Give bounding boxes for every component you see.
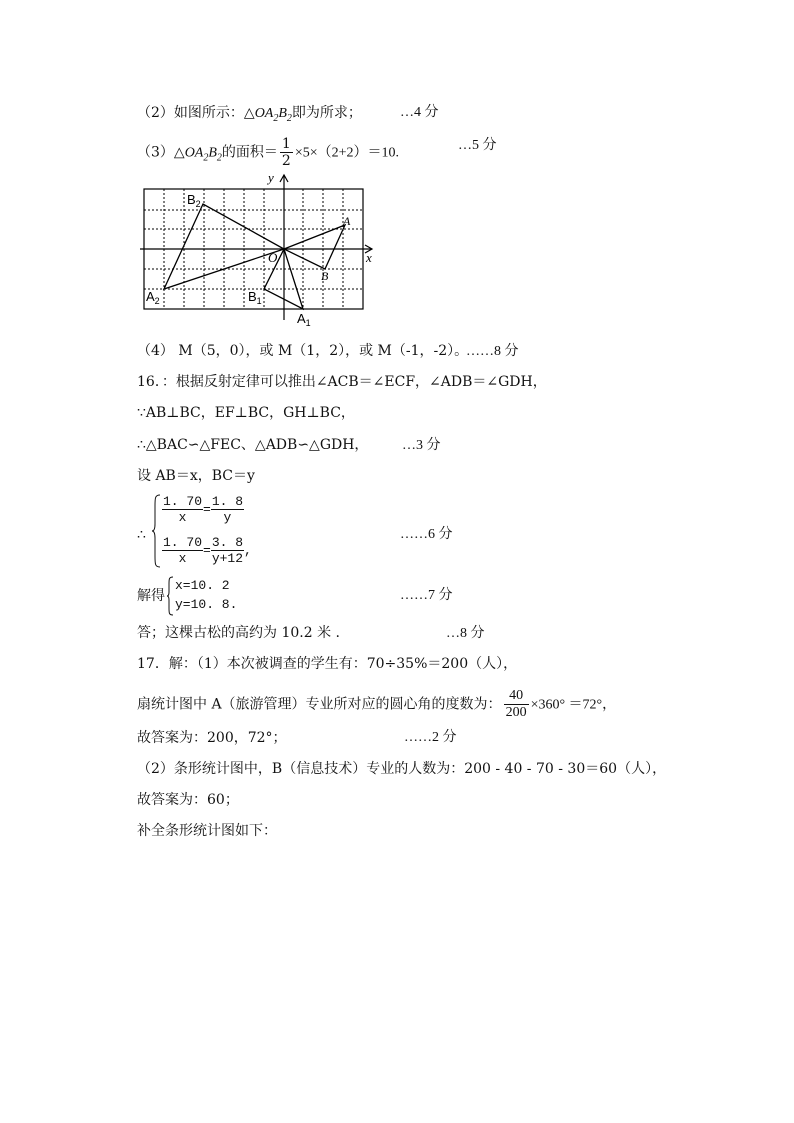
system-brace — [151, 494, 161, 568]
q17-line-3: 故答案为：200，72°； — [137, 730, 287, 746]
x-axis-label: x — [366, 250, 372, 265]
equation-points: ……6 分 — [400, 527, 453, 542]
point-a2-label: $A_2$ — [146, 289, 160, 306]
solution: x=10. 2 y=10. 8. — [175, 578, 238, 612]
q16-answer: 答；这棵古松的高约为 10.2 米 . — [137, 625, 340, 641]
q15-line-4-points: ……8 分 — [466, 344, 519, 359]
q17-line-3-points: ……2 分 — [404, 730, 457, 745]
point-b1-label: $B_1$ — [248, 289, 262, 306]
coordinate-figure — [140, 170, 380, 330]
q16-line-1: 16．：根据反射定律可以推出∠ACB＝∠ECF，∠ADB＝∠GDH， — [137, 374, 547, 390]
q15-line-2: （2）如图所示：$\triangle OA_2B_2$即为所求； — [137, 105, 362, 124]
equation-2: $\frac{1. 70}{x}$ = $\frac{3. 8}{y+12}$ , — [163, 535, 252, 566]
solution-points: ……7 分 — [400, 588, 453, 603]
half-fraction: $\frac{1}{2}$ — [281, 136, 291, 169]
solve-label: 解得 — [137, 588, 165, 604]
q17-line-2: 扇统计图中 A（旅游管理）专业所对应的圆心角的度数为： $\frac{40}{200}$ ×360° ＝72°， — [137, 688, 617, 720]
equation-1: $\frac{1. 70}{x}$ = $\frac{1. 8}{y}$ — [163, 494, 244, 525]
q16-line-3-points: …3 分 — [402, 438, 441, 453]
solution-brace — [166, 576, 174, 616]
q16-line-2: ∵AB⊥BC，EF⊥BC，GH⊥BC， — [137, 405, 355, 421]
triangle-oab — [284, 225, 345, 269]
y-axis-label: y — [268, 170, 274, 185]
q15-line-3: $(3)\triangle OA_2B_2$的面积＝ $\frac{1}{2}$ ×5×（2+2）＝10. — [137, 136, 400, 169]
angle-fraction: $\frac{40}{200}$ — [505, 688, 527, 720]
q17-line-4: （2）条形统计图中，B（信息技术）专业的人数为：200 - 40 - 70 - 30＝60（人）， — [137, 761, 667, 777]
point-a-label: A — [343, 214, 351, 228]
origin-label: O — [268, 250, 278, 265]
q17-line-1: 17．解：（1）本次被调查的学生有：70÷35%＝200（人）， — [137, 656, 518, 672]
q15-line-2-points: …4 分 — [400, 105, 439, 120]
q17-line-5: 故答案为：60； — [137, 792, 239, 808]
q16-answer-points: …8 分 — [446, 626, 485, 641]
point-b-label: B — [321, 269, 329, 283]
q16-line-3: ∴△BAC∽△FEC、△ADB∽△GDH， — [137, 437, 369, 453]
therefore-symbol: ∴ — [137, 527, 146, 543]
q15-line-3-points: …5 分 — [458, 138, 497, 153]
q16-line-4: 设 AB＝x，BC＝y — [137, 468, 255, 484]
q15-line-4: （4） M（5，0），或 M（1，2），或 M（-1，-2）。 — [137, 343, 469, 359]
point-b2-label: $B_2$ — [187, 192, 201, 209]
point-a1-label: $A_1$ — [297, 311, 311, 328]
q17-line-6: 补全条形统计图如下： — [137, 823, 277, 839]
